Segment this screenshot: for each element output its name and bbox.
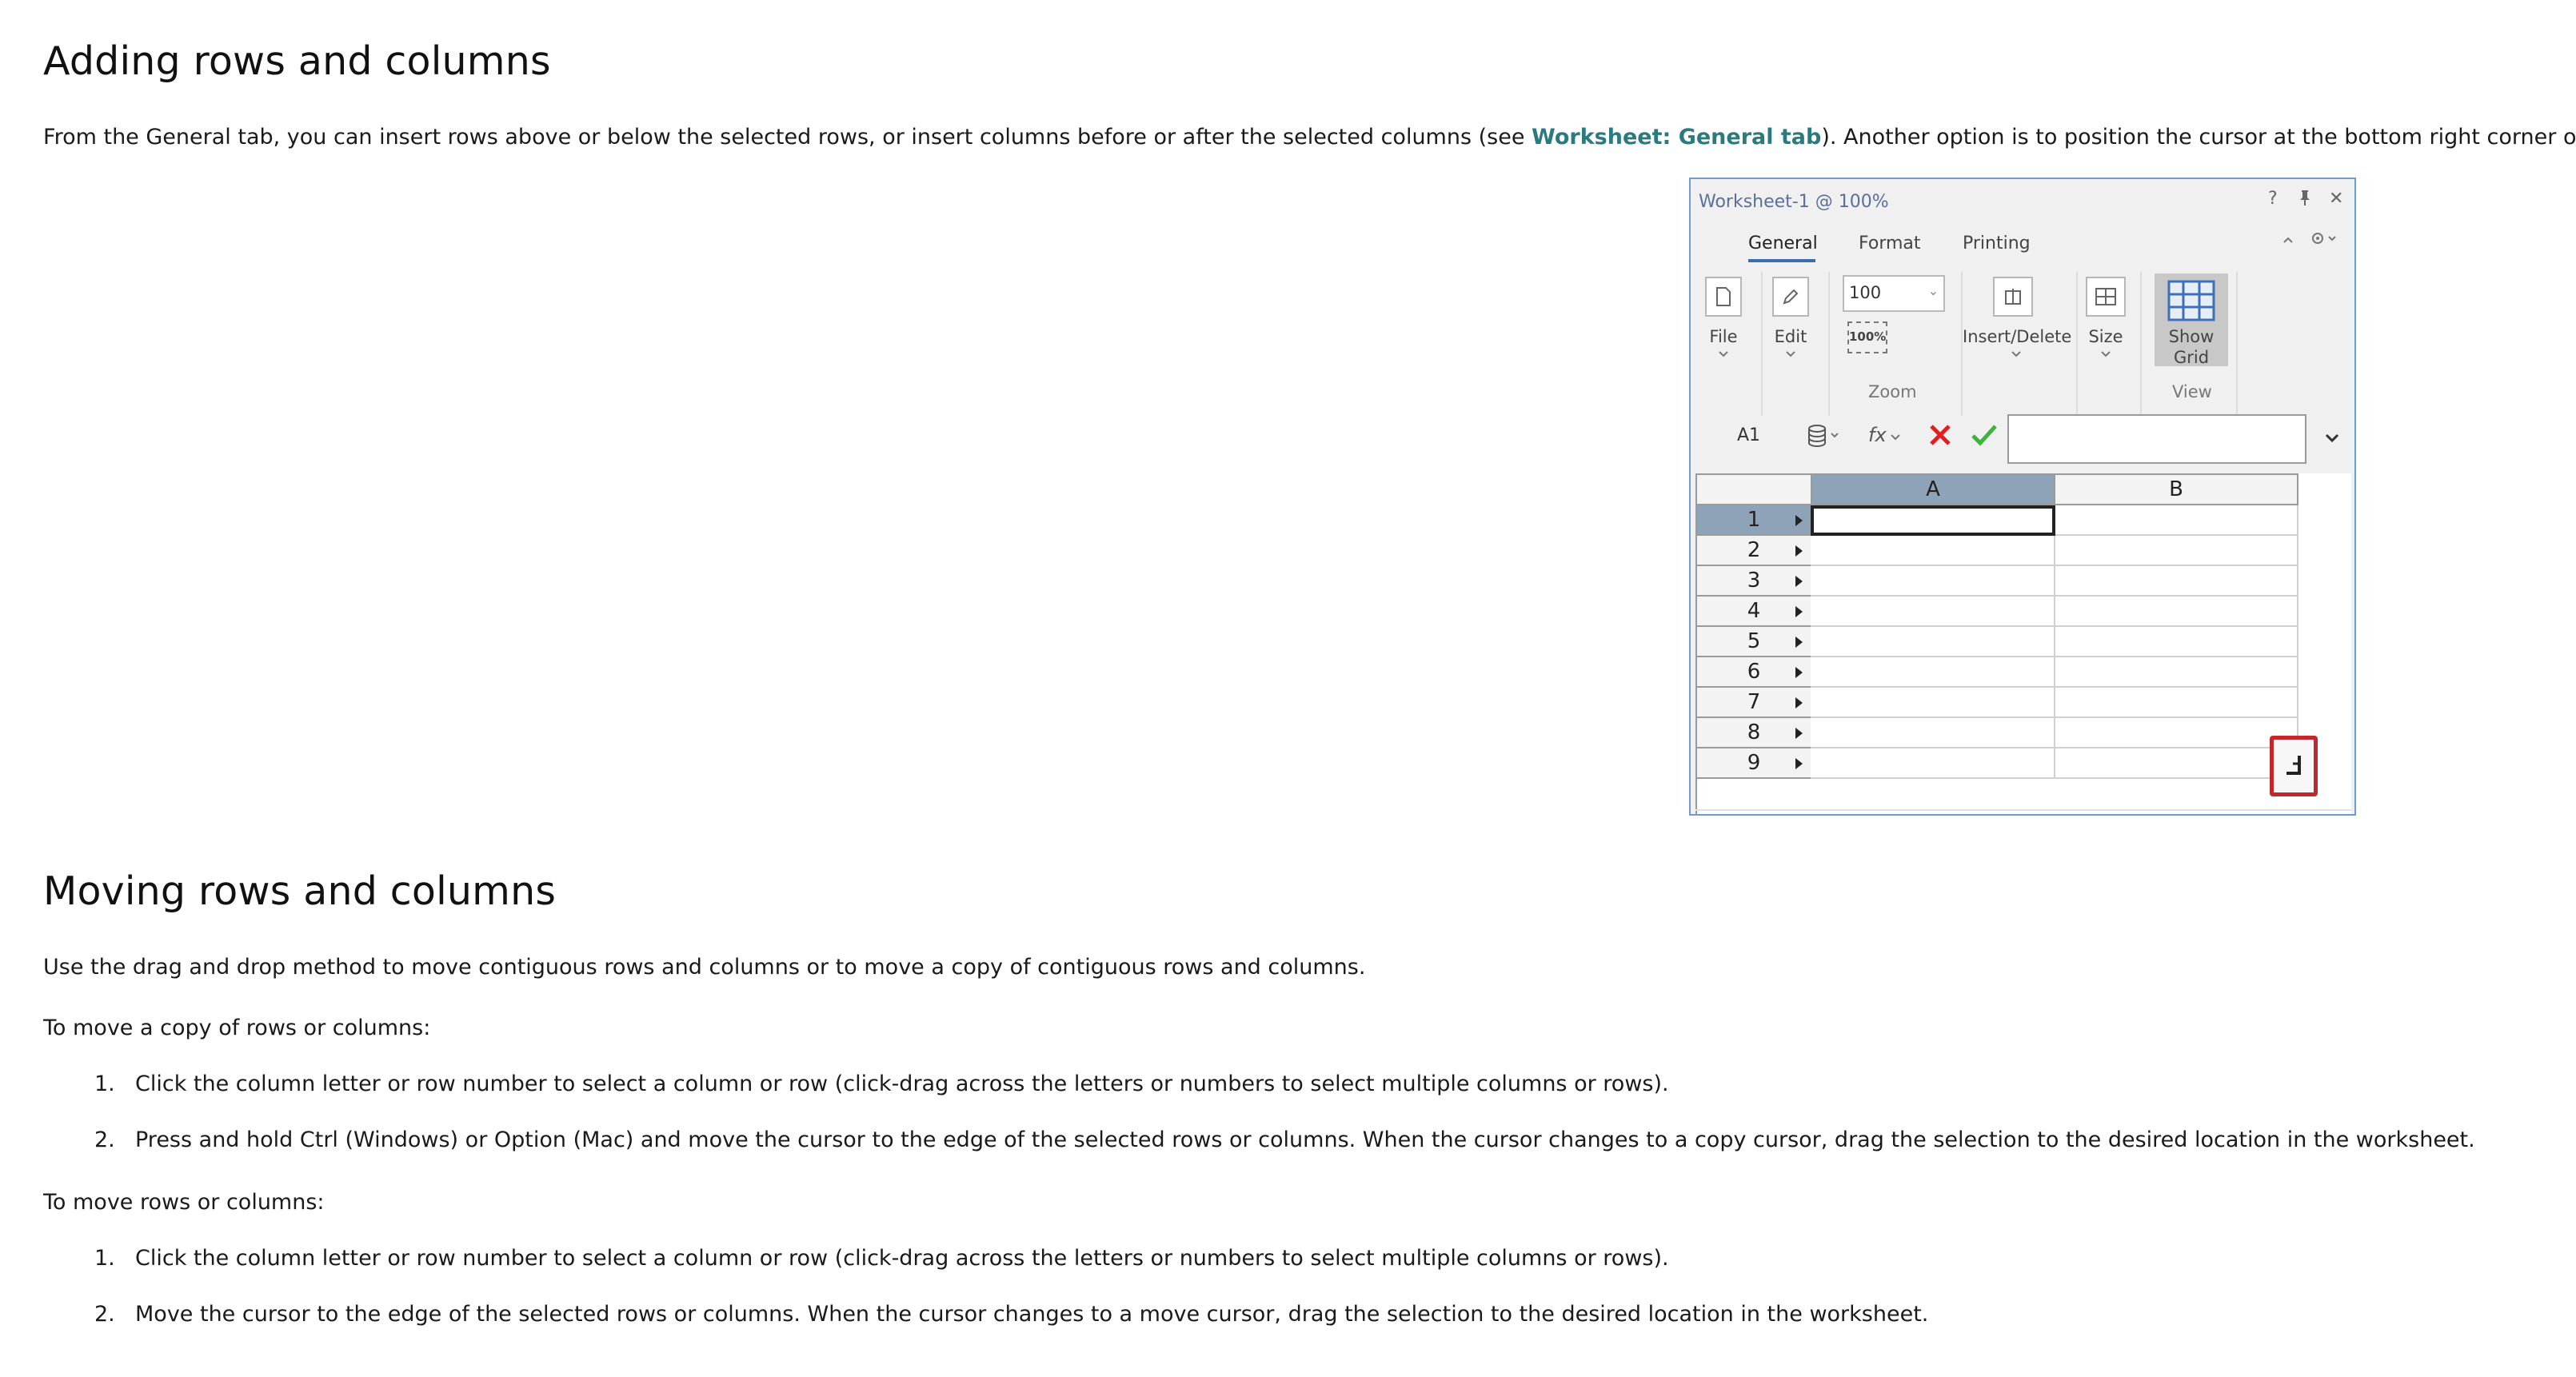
worksheet-title: Worksheet-1 @ 100%	[1699, 192, 1889, 212]
worksheet-general-tab-link[interactable]: Worksheet: General tab	[1532, 125, 1822, 150]
insert-delete-label[interactable]: Insert/Delete	[1963, 327, 2072, 346]
show-grid-button[interactable]	[2155, 273, 2228, 366]
moving-intro: Use the drag and drop method to move contiguous rows and columns or to move a copy of contiguous rows and columns.	[43, 955, 1366, 980]
cell[interactable]	[2055, 688, 2298, 718]
cell[interactable]	[2055, 748, 2298, 779]
column-header-a[interactable]: A	[1811, 473, 2055, 505]
adding-paragraph	[43, 125, 2576, 150]
cell[interactable]	[1811, 536, 2055, 566]
function-label: fx	[1868, 424, 1887, 446]
row-number: 2	[1747, 538, 1761, 562]
row-header[interactable]	[1695, 505, 1812, 536]
row-number: 6	[1747, 660, 1761, 684]
cell[interactable]	[2055, 536, 2298, 566]
cell-reference[interactable]: A1	[1737, 425, 1761, 445]
row-header[interactable]	[1695, 688, 1812, 718]
row-number: 9	[1747, 751, 1761, 775]
zoom-group-label: Zoom	[1868, 382, 1917, 401]
ribbon-separator	[2076, 272, 2078, 416]
worksheet-window	[1689, 178, 2356, 816]
cell[interactable]	[2055, 657, 2298, 688]
cell[interactable]	[1811, 627, 2055, 657]
file-chevron-down-icon	[1718, 349, 1729, 361]
show-grid-label-2: Grid	[2173, 348, 2210, 367]
list-item-text: Click the column letter or row number to select a column or row (click-drag across the letters or numbers to select multiple columns or rows).	[135, 1072, 1669, 1096]
list-number: 1.	[94, 1072, 115, 1096]
close-icon[interactable]: ✕	[2329, 189, 2344, 209]
list-item-text: Move the cursor to the edge of the selected rows or columns. When the cursor changes to a move cursor, drag the selection to the desired location in the worksheet.	[135, 1302, 1929, 1327]
cell[interactable]	[2055, 566, 2298, 597]
cell[interactable]	[1811, 657, 2055, 688]
row-header[interactable]	[1695, 718, 1812, 748]
ribbon-settings-icon[interactable]	[2310, 230, 2338, 251]
cell[interactable]	[2055, 505, 2298, 536]
row-number: 7	[1747, 690, 1761, 714]
move-label: To move rows or columns:	[43, 1190, 325, 1215]
row-arrow-icon	[1795, 545, 1803, 557]
chevron-down-icon: ⌄	[1927, 283, 1939, 298]
row-number: 3	[1747, 569, 1761, 593]
edit-icon[interactable]	[1772, 277, 1809, 317]
cell[interactable]	[1811, 688, 2055, 718]
corner-cell[interactable]	[1695, 473, 1812, 505]
row-header[interactable]	[1695, 748, 1812, 779]
tab-printing[interactable]: Printing	[1963, 233, 2031, 253]
ribbon-separator	[1828, 272, 1830, 416]
worksheet-grid[interactable]	[1695, 473, 2351, 814]
row-arrow-icon	[1795, 606, 1803, 617]
cell[interactable]	[2055, 718, 2298, 748]
row-arrow-icon	[1795, 667, 1803, 678]
size-icon[interactable]	[2086, 277, 2126, 317]
file-label[interactable]: File	[1709, 327, 1738, 346]
collapse-ribbon-icon[interactable]	[2282, 232, 2294, 247]
cell[interactable]	[1811, 748, 2055, 779]
formula-input[interactable]	[2007, 414, 2306, 464]
row-arrow-icon	[1795, 697, 1803, 708]
zoom-select[interactable]	[1843, 275, 1945, 312]
row-header[interactable]	[1695, 657, 1812, 688]
row-number: 1	[1747, 508, 1761, 532]
cell[interactable]	[1811, 718, 2055, 748]
formula-expand-chevron-down-icon[interactable]	[2324, 432, 2340, 447]
row-header[interactable]	[1695, 566, 1812, 597]
row-number: 8	[1747, 720, 1761, 744]
list-number: 1.	[94, 1246, 115, 1271]
column-header-b[interactable]: B	[2054, 473, 2298, 505]
database-icon[interactable]	[1807, 424, 1843, 451]
help-icon[interactable]: ?	[2268, 189, 2278, 209]
zoom-value: 100	[1849, 283, 1882, 302]
view-group-label: View	[2172, 382, 2212, 401]
adding-paragraph-text-pre: From the General tab, you can insert rows above or below the selected rows, or insert columns before or after the selected columns (see	[43, 125, 1532, 150]
resize-handle-highlight[interactable]	[2270, 736, 2318, 796]
list-item-text: Press and hold Ctrl (Windows) or Option (Mac) and move the cursor to the edge of the selected rows or columns. When the cursor changes to a copy cursor, drag the selection to the desired location in the worksheet.	[135, 1128, 2475, 1152]
section-heading-adding: Adding rows and columns	[43, 38, 551, 84]
row-number: 4	[1747, 599, 1761, 623]
file-icon[interactable]	[1705, 277, 1742, 317]
cancel-icon[interactable]	[1927, 422, 1953, 451]
ribbon-separator	[2140, 272, 2142, 416]
cell-a1-selected[interactable]	[1811, 505, 2055, 536]
edit-chevron-down-icon	[1785, 349, 1796, 361]
row-number: 5	[1747, 629, 1761, 653]
list-number: 2.	[94, 1128, 115, 1152]
zoom-100-icon[interactable]: 100%	[1847, 321, 1887, 353]
row-header[interactable]	[1695, 627, 1812, 657]
grid-bottom-edge	[1695, 809, 2351, 811]
cell[interactable]	[1811, 597, 2055, 627]
cell[interactable]	[2055, 597, 2298, 627]
row-arrow-icon	[1795, 728, 1803, 739]
row-arrow-icon	[1795, 576, 1803, 587]
cell[interactable]	[2055, 627, 2298, 657]
confirm-icon[interactable]	[1971, 422, 1998, 451]
adding-paragraph-text-post: ). Another option is to position the cursor at the bottom right corner o	[1821, 125, 2576, 150]
show-grid-label-1: Show	[2168, 327, 2215, 346]
size-chevron-down-icon	[2100, 349, 2111, 361]
insert-delete-icon[interactable]	[1993, 277, 2033, 317]
size-label[interactable]: Size	[2088, 327, 2123, 346]
insert-delete-chevron-down-icon	[2011, 349, 2022, 361]
cell[interactable]	[1811, 566, 2055, 597]
edit-label[interactable]: Edit	[1774, 327, 1807, 346]
active-tab-indicator	[1748, 259, 1815, 262]
tab-general[interactable]: General	[1748, 233, 1818, 253]
row-header[interactable]	[1695, 597, 1812, 627]
list-number: 2.	[94, 1302, 115, 1327]
pin-icon[interactable]	[2298, 189, 2311, 211]
row-arrow-icon	[1795, 637, 1803, 648]
function-icon[interactable]	[1868, 424, 1901, 446]
ribbon-separator	[1761, 272, 1763, 416]
list-item-text: Click the column letter or row number to select a column or row (click-drag across the letters or numbers to select multiple columns or rows).	[135, 1246, 1669, 1271]
section-heading-moving: Moving rows and columns	[43, 868, 557, 914]
ribbon-separator	[2236, 272, 2238, 416]
copy-label: To move a copy of rows or columns:	[43, 1016, 431, 1040]
row-arrow-icon	[1795, 515, 1803, 526]
row-arrow-icon	[1795, 758, 1803, 769]
tab-format[interactable]: Format	[1859, 233, 1921, 253]
row-header[interactable]	[1695, 536, 1812, 566]
